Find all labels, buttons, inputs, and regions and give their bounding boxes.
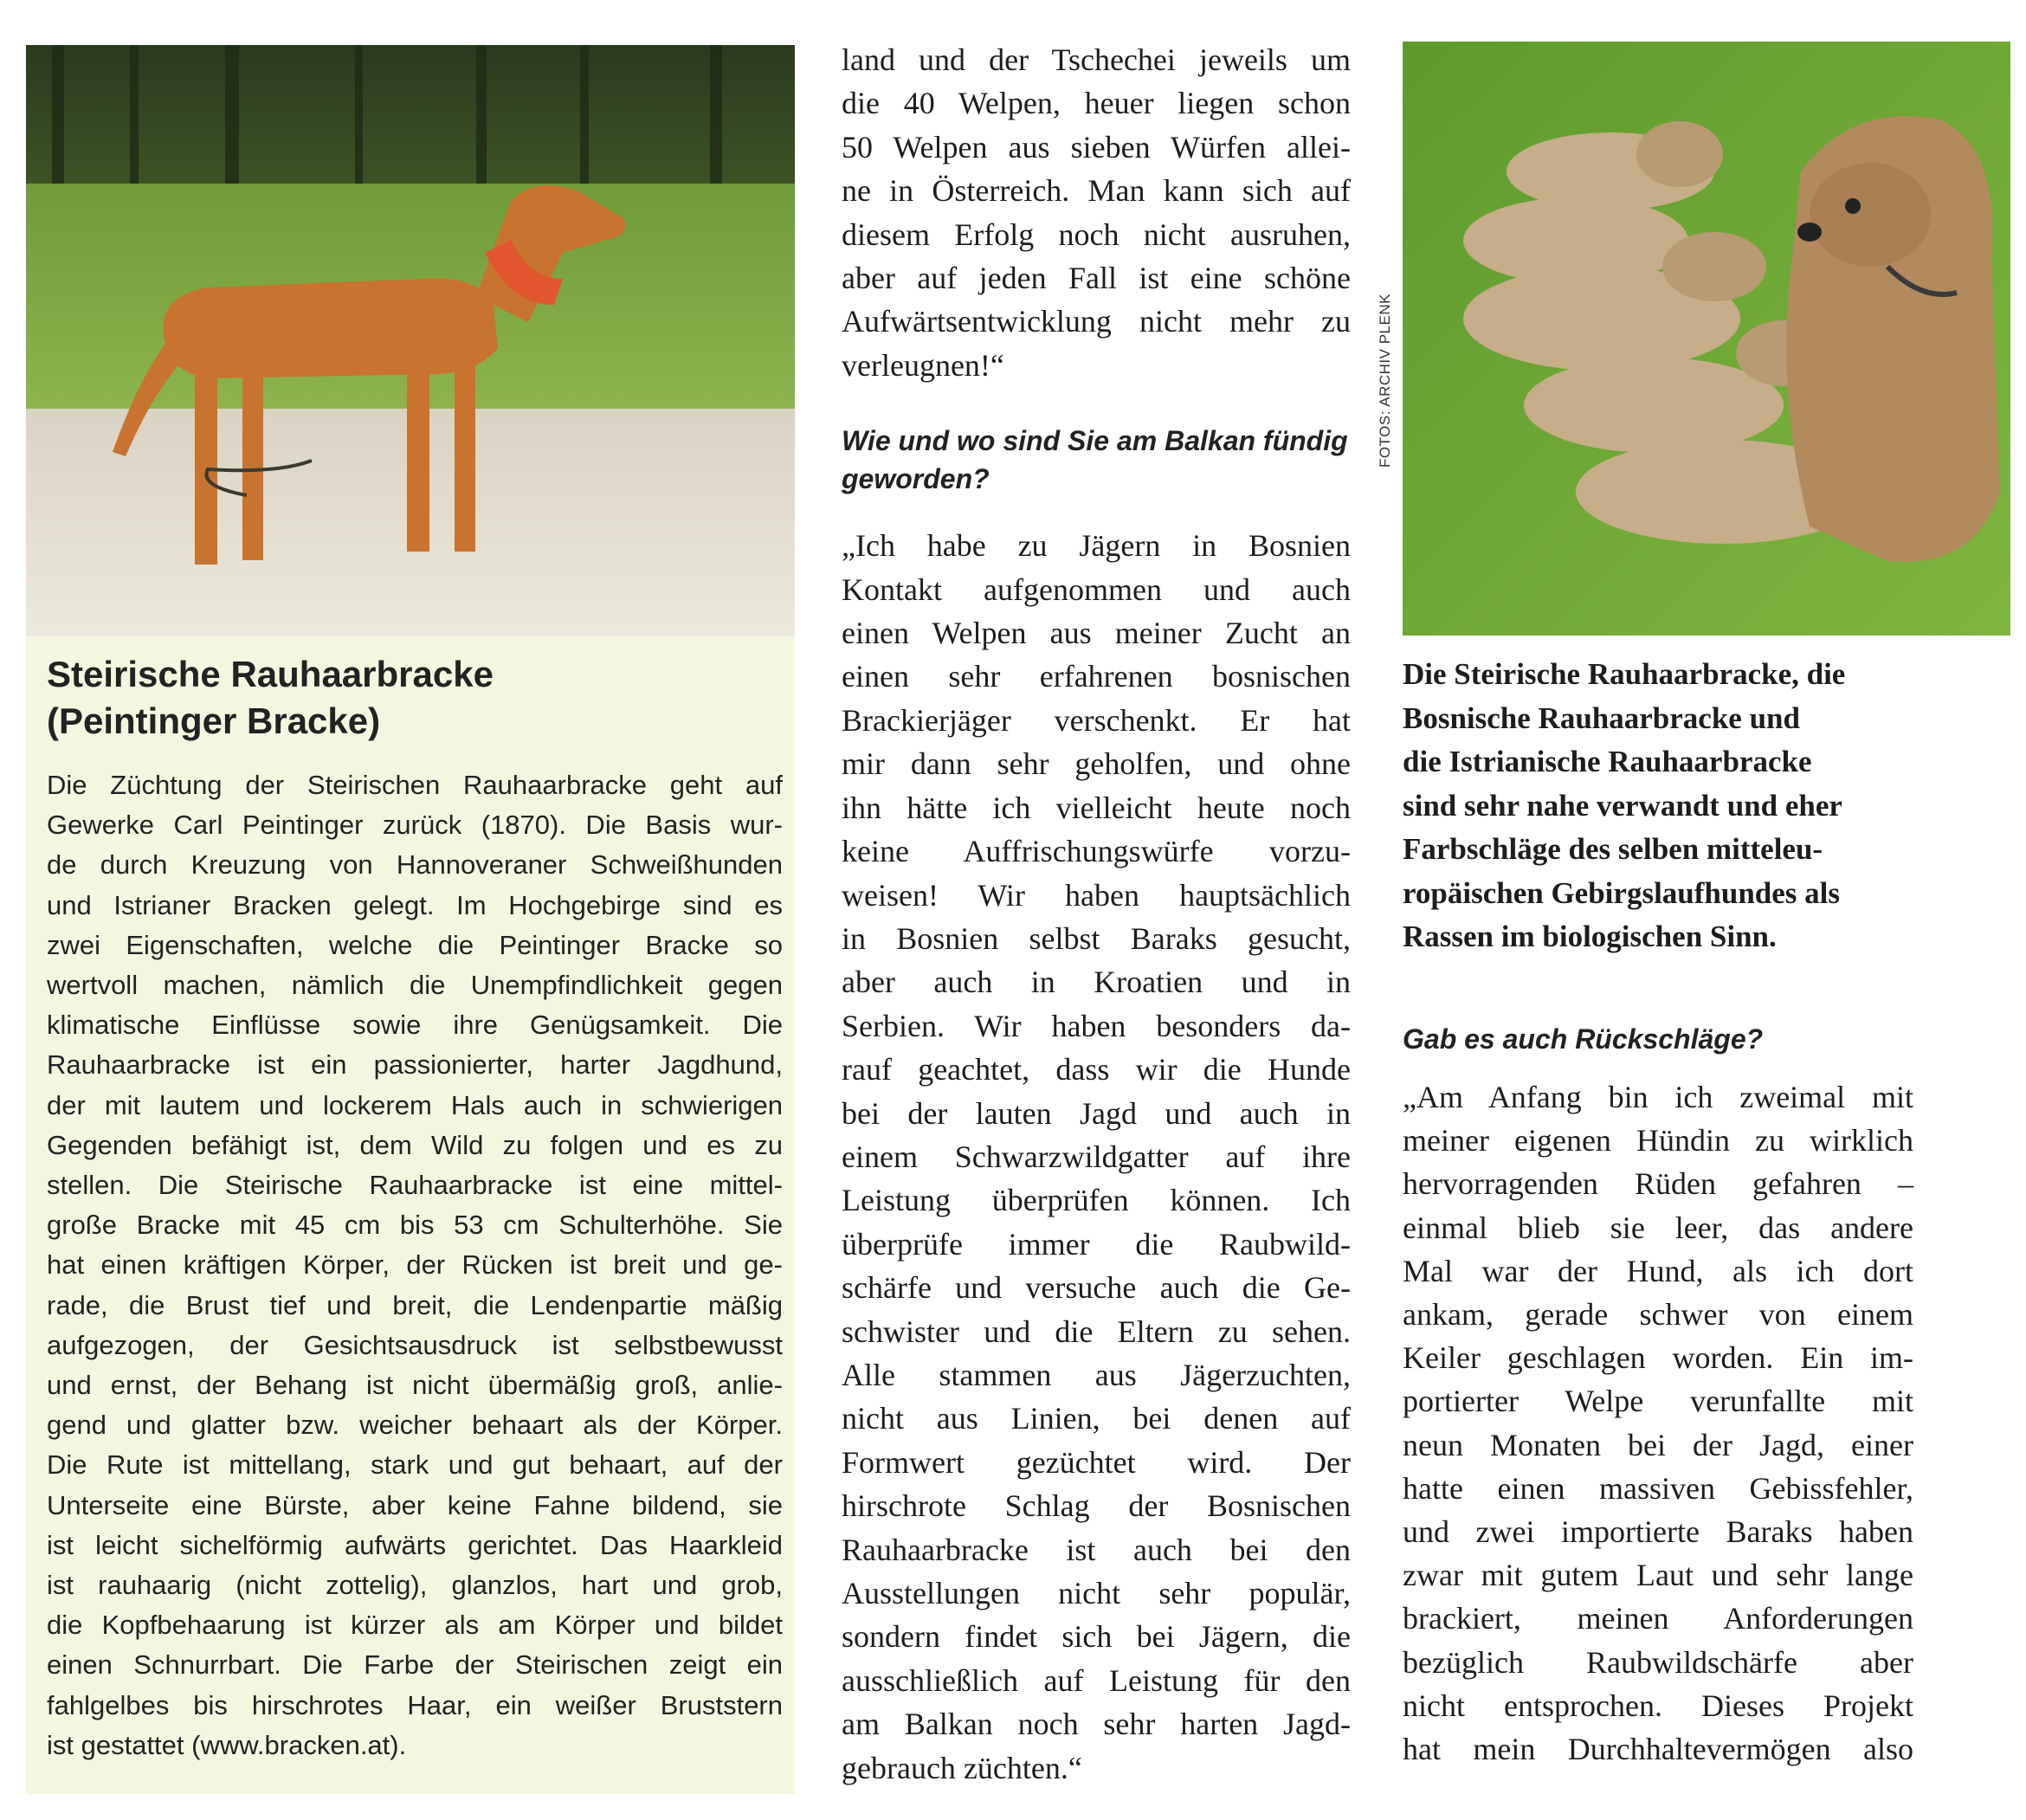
- sidebar-line: ist leicht sichelförmig aufwärts gerichtet. Das Haarkleid: [47, 1529, 783, 1560]
- text-line: hat mein Durchhaltevermögen also: [1403, 1732, 1913, 1767]
- text-line: sondern findet sich bei Jägern, die: [842, 1619, 1351, 1655]
- text-line: die 40 Welpen, heuer liegen schon: [842, 86, 1351, 121]
- sidebar-heading-line: Steirische Rauhaarbracke: [47, 654, 494, 694]
- sidebar-line: Unterseite eine Bürste, aber keine Fahne bildend, sie: [47, 1489, 783, 1520]
- text-line: gebrauch züchten.“: [842, 1750, 1082, 1785]
- text-line: und zwei importierte Baraks haben: [1403, 1514, 1913, 1550]
- text-line: Kontakt aufgenommen und auch: [842, 571, 1351, 607]
- sidebar-line: fahlgelbes bis hirschrotes Haar, ein weißer Bruststern: [47, 1689, 783, 1720]
- sidebar-line: ist rauhaarig (nicht zottelig), glanzlos, hart und grob,: [47, 1570, 783, 1601]
- text-line: Ausstellungen nicht sehr populär,: [842, 1576, 1351, 1610]
- text-line: überprüfe immer die Raubwild-: [842, 1226, 1351, 1262]
- dog-standing-photo-icon: [26, 45, 795, 636]
- interview-question-2: Gab es auch Rückschläge?: [1403, 1023, 1764, 1055]
- sidebar-line: stellen. Die Steirische Rauhaarbracke ist eine mittel-: [47, 1170, 783, 1201]
- sidebar-body: [47, 765, 783, 1765]
- text-line: hirschrote Schlag der Bosnischen: [842, 1488, 1351, 1524]
- text-line: ausschließlich auf Leistung für den: [842, 1662, 1351, 1698]
- sidebar-line: wertvoll machen, nämlich die Unempfindlichkeit gegen: [47, 970, 783, 1001]
- sidebar-line: Die Züchtung der Steirischen Rauhaarbracke geht auf: [47, 770, 783, 800]
- caption-line: Die Steirische Rauhaarbracke, die: [1403, 657, 1846, 691]
- text-line: aber auf jeden Fall ist eine schöne: [842, 261, 1351, 296]
- sidebar-line: klimatische Einflüsse sowie ihre Genügsamkeit. Die: [47, 1010, 783, 1041]
- text-line: in Bosnien selbst Baraks gesucht,: [842, 920, 1351, 956]
- caption-line: sind sehr nahe verwandt und eher: [1403, 788, 1842, 823]
- text-line: Rauhaarbracke ist auch bei den: [842, 1532, 1351, 1567]
- sidebar-line: hat einen kräftigen Körper, der Rücken ist breit und ge-: [47, 1249, 783, 1281]
- text-line: einen Welpen aus meiner Zucht an: [842, 616, 1351, 651]
- text-line: Leistung überprüfen können. Ich: [842, 1183, 1351, 1218]
- sidebar-heading-line: (Peintinger Bracke): [47, 700, 381, 741]
- middle-column: [842, 38, 1351, 1790]
- sidebar-line: Die Rute ist mittellang, stark und gut behaart, auf der: [47, 1449, 783, 1481]
- text-line: zwar mit gutem Laut und sehr lange: [1403, 1558, 1913, 1593]
- text-line: „Ich habe zu Jägern in Bosnien: [842, 528, 1351, 564]
- text-line: einmal blieb sie leer, das andere: [1403, 1210, 1913, 1245]
- text-line: hatte einen massiven Gebissfehler,: [1403, 1470, 1913, 1506]
- sidebar-heading: [47, 651, 774, 745]
- sidebar-line: aufgezogen, der Gesichtsausdruck ist selbstbewusst: [47, 1329, 783, 1360]
- dog-nursing-puppies-photo: [1403, 42, 2010, 636]
- right-column: [1403, 42, 2010, 1808]
- caption-line: Farbschläge des selben mitteleu-: [1403, 832, 1823, 866]
- photo-credit: FOTOS: ARCHIV PLENK: [1377, 294, 1393, 468]
- text-line: weisen! Wir haben hauptsächlich: [842, 877, 1351, 913]
- text-line: „Am Anfang bin ich zweimal mit: [1403, 1080, 1913, 1114]
- text-line: 50 Welpen aus sieben Würfen allei-: [842, 129, 1351, 165]
- sidebar-line: zwei Eigenschaften, welche die Peintinger Bracke so: [47, 929, 783, 960]
- text-line: Mal war der Hund, als ich dort: [1403, 1253, 1913, 1288]
- sidebar-line: Gegenden befähigt ist, dem Wild zu folgen und es zu: [47, 1129, 783, 1160]
- text-line: keine Auffrischungswürfe vorzu-: [842, 834, 1351, 869]
- sidebar-line: Gewerke Carl Peintinger zurück (1870). Die Basis wur-: [47, 810, 783, 841]
- text-line: nicht aus Linien, bei denen auf: [842, 1401, 1351, 1436]
- question-line: geworden?: [842, 463, 990, 495]
- text-line: einem Schwarzwildgatter auf ihre: [842, 1139, 1351, 1174]
- sidebar-line: und Istrianer Bracken gelegt. Im Hochgebirge sind es: [47, 889, 783, 920]
- text-line: land und der Tschechei jeweils um: [842, 42, 1351, 77]
- text-line: bei der lauten Jagd und auch in: [842, 1095, 1351, 1131]
- sidebar-line: rade, die Brust tief und breit, die Lendenpartie mäßig: [47, 1289, 783, 1320]
- text-line: aber auch in Kroatien und in: [842, 965, 1351, 1000]
- text-line: bezüglich Raubwildschärfe aber: [1403, 1644, 1913, 1680]
- right-paragraph: [1403, 1075, 1913, 1771]
- text-line: Keiler geschlagen worden. Ein im-: [1403, 1340, 1913, 1376]
- text-line: verleugnen!“: [842, 347, 1004, 383]
- caption-line: Rassen im biologischen Sinn.: [1403, 920, 1777, 953]
- sidebar-line: und ernst, der Behang ist nicht übermäßig groß, anlie-: [47, 1370, 783, 1401]
- text-line: schärfe und versuche auch die Ge-: [842, 1270, 1351, 1306]
- text-line: am Balkan noch sehr harten Jagd-: [842, 1707, 1351, 1742]
- text-line: schwister und die Eltern zu sehen.: [842, 1313, 1351, 1349]
- middle-paragraph-1: [842, 38, 1351, 387]
- sidebar-line: der mit lautem und lockerem Hals auch in schwierigen: [47, 1089, 783, 1120]
- text-line: ne in Österreich. Man kann sich auf: [842, 173, 1351, 209]
- text-line: brackiert, meinen Anforderungen: [1403, 1601, 1913, 1636]
- text-line: rauf geachtet, dass wir die Hunde: [842, 1052, 1351, 1087]
- text-line: nicht entsprochen. Dieses Projekt: [1403, 1688, 1913, 1723]
- text-line: meiner eigenen Hündin zu wirklich: [1403, 1123, 1913, 1158]
- sidebar-line: de durch Kreuzung von Hannoveraner Schweißhunden: [47, 849, 783, 881]
- text-line: Brackierjäger verschenkt. Er hat: [842, 702, 1351, 738]
- sidebar-line: große Bracke mit 45 cm bis 53 cm Schulterhöhe. Sie: [47, 1210, 783, 1241]
- caption-line: die Istrianische Rauhaarbracke: [1403, 745, 1812, 778]
- text-line: Alle stammen aus Jägerzuchten,: [842, 1357, 1351, 1392]
- dog-standing-photo: [26, 45, 795, 636]
- dog-nursing-puppies-photo-icon: [1403, 42, 2010, 636]
- text-line: mir dann sehr geholfen, und ohne: [842, 746, 1351, 782]
- text-line: Aufwärtsentwicklung nicht mehr zu: [842, 304, 1351, 339]
- text-line: neun Monaten bei der Jagd, einer: [1403, 1427, 1913, 1462]
- text-line: ankam, gerade schwer von einem: [1403, 1297, 1913, 1333]
- interview-question-1: [842, 422, 1351, 498]
- middle-paragraph-2: [842, 524, 1351, 1790]
- sidebar-box: [26, 45, 795, 1794]
- text-line: Serbien. Wir haben besonders da-: [842, 1008, 1351, 1043]
- text-line: einen sehr erfahrenen bosnischen: [842, 659, 1351, 694]
- sidebar-line: ist gestattet (www.bracken.at).: [47, 1729, 407, 1760]
- text-line: ihn hätte ich vielleicht heute noch: [842, 790, 1351, 825]
- text-line: hervorragenden Rüden gefahren –: [1403, 1166, 1913, 1202]
- text-line: diesem Erfolg noch nicht ausruhen,: [842, 216, 1351, 252]
- sidebar-line: die Kopfbehaarung ist kürzer als am Körper und bildet: [47, 1610, 783, 1641]
- text-line: portierter Welpe verunfallte mit: [1403, 1384, 1913, 1419]
- photo-caption: [1403, 653, 1931, 959]
- text-line: Formwert gezüchtet wird. Der: [842, 1444, 1351, 1480]
- question-line: Wie und wo sind Sie am Balkan fündig: [842, 425, 1348, 457]
- sidebar-line: einen Schnurrbart. Die Farbe der Steirischen zeigt ein: [47, 1649, 783, 1681]
- sidebar-line: gend und glatter bzw. weicher behaart als der Körper.: [47, 1410, 783, 1441]
- sidebar-line: Rauhaarbracke ist ein passionierter, harter Jagdhund,: [47, 1049, 783, 1081]
- caption-line: Bosnische Rauhaarbracke und: [1403, 700, 1800, 735]
- caption-line: ropäischen Gebirgslaufhundes als: [1403, 875, 1841, 910]
